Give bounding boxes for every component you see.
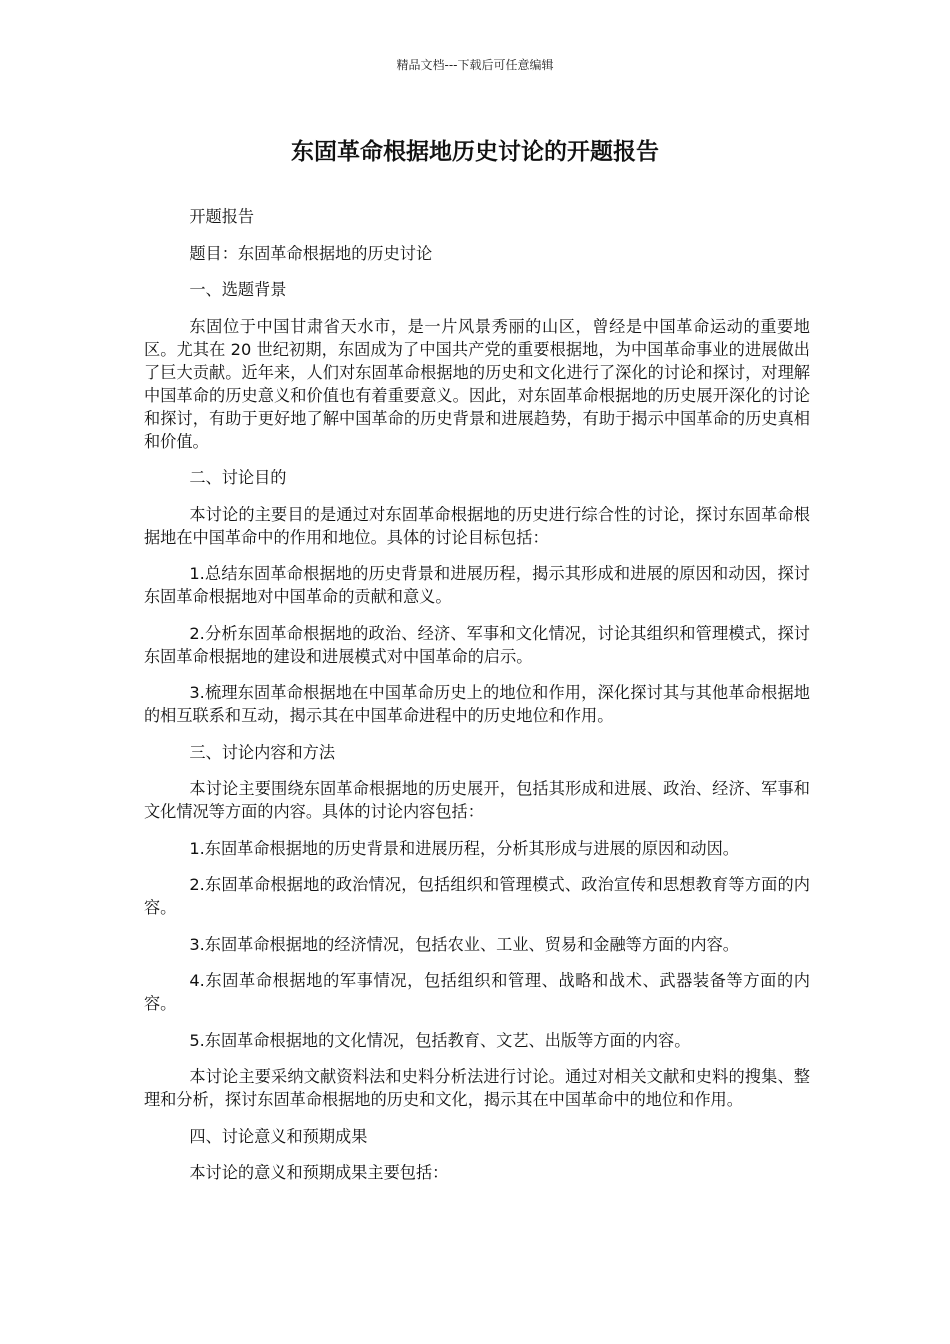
section-heading-background: 一、选题背景 [189, 280, 287, 299]
purpose-item-2: 2.分析东固革命根据地的政治、经济、军事和文化情况，讨论其组织和管理模式，探讨东固革命根据地的建设和进展模式对中国革命的启示。 [144, 623, 810, 666]
background-paragraph: 东固位于中国甘肃省天水市，是一片风景秀丽的山区，曾经是中国革命运动的重要地区。尤其在 20 世纪初期，东固成为了中国共产党的重要根据地，为中国革命事业的进展做出了巨大贡献。近年来，人们对东固革命根据地的历史和文化进行了深化的讨论和探讨，对理解中国革命的历史意义和价值也有着重要意义。因此，对东固革命根据地的历史展开深化的讨论和探讨，有助于更好地了解中国革命的历史背景和进展趋势，有助于揭示中国革命的历史真相和价值。 [144, 316, 810, 451]
document-title: 东固革命根据地历史讨论的开题报告 [291, 139, 659, 165]
heading-kaiti-baogao: 开题报告 [189, 207, 255, 226]
section-heading-content-method: 三、讨论内容和方法 [189, 742, 336, 762]
content-item-2: 2.东固革命根据地的政治情况，包括组织和管理模式、政治宣传和思想教育等方面的内容。 [144, 875, 810, 917]
document-body [144, 205, 810, 1198]
method-paragraph: 本讨论主要采纳文献资料法和史料分析法进行讨论。通过对相关文献和史料的搜集、整理和分析，探讨东固革命根据地的历史和文化，揭示其在中国革命中的地位和作用。 [144, 1067, 810, 1109]
content-item-4: 4.东固革命根据地的军事情况，包括组织和管理、战略和战术、武器装备等方面的内容。 [144, 971, 810, 1013]
content-item-5: 5.东固革命根据地的文化情况，包括教育、文艺、出版等方面的内容。 [189, 1030, 691, 1050]
topic-line: 题目：东固革命根据地的历史讨论 [189, 243, 433, 263]
section-heading-purpose: 二、讨论目的 [189, 468, 287, 487]
content-item-1: 1.东固革命根据地的历史背景和进展历程，分析其形成与进展的原因和动因。 [189, 838, 739, 858]
purpose-item-3: 3.梳理东固革命根据地在中国革命历史上的地位和作用，深化探讨其与其他革命根据地的相互联系和互动，揭示其在中国革命进程中的历史地位和作用。 [144, 683, 810, 725]
page-header: 精品文档---下载后可任意编辑 [396, 58, 554, 72]
content-paragraph: 本讨论主要围绕东固革命根据地的历史展开，包括其形成和进展、政治、经济、军事和文化情况等方面的内容。具体的讨论内容包括： [144, 779, 810, 821]
purpose-item-1: 1.总结东固革命根据地的历史背景和进展历程，揭示其形成和进展的原因和动因，探讨东固革命根据地对中国革命的贡献和意义。 [144, 564, 810, 606]
purpose-paragraph: 本讨论的主要目的是通过对东固革命根据地的历史进行综合性的讨论，探讨东固革命根据地在中国革命中的作用和地位。具体的讨论目标包括： [144, 504, 810, 547]
section-heading-significance: 四、讨论意义和预期成果 [189, 1126, 368, 1146]
content-item-3: 3.东固革命根据地的经济情况，包括农业、工业、贸易和金融等方面的内容。 [189, 934, 739, 954]
significance-paragraph: 本讨论的意义和预期成果主要包括： [189, 1163, 449, 1182]
